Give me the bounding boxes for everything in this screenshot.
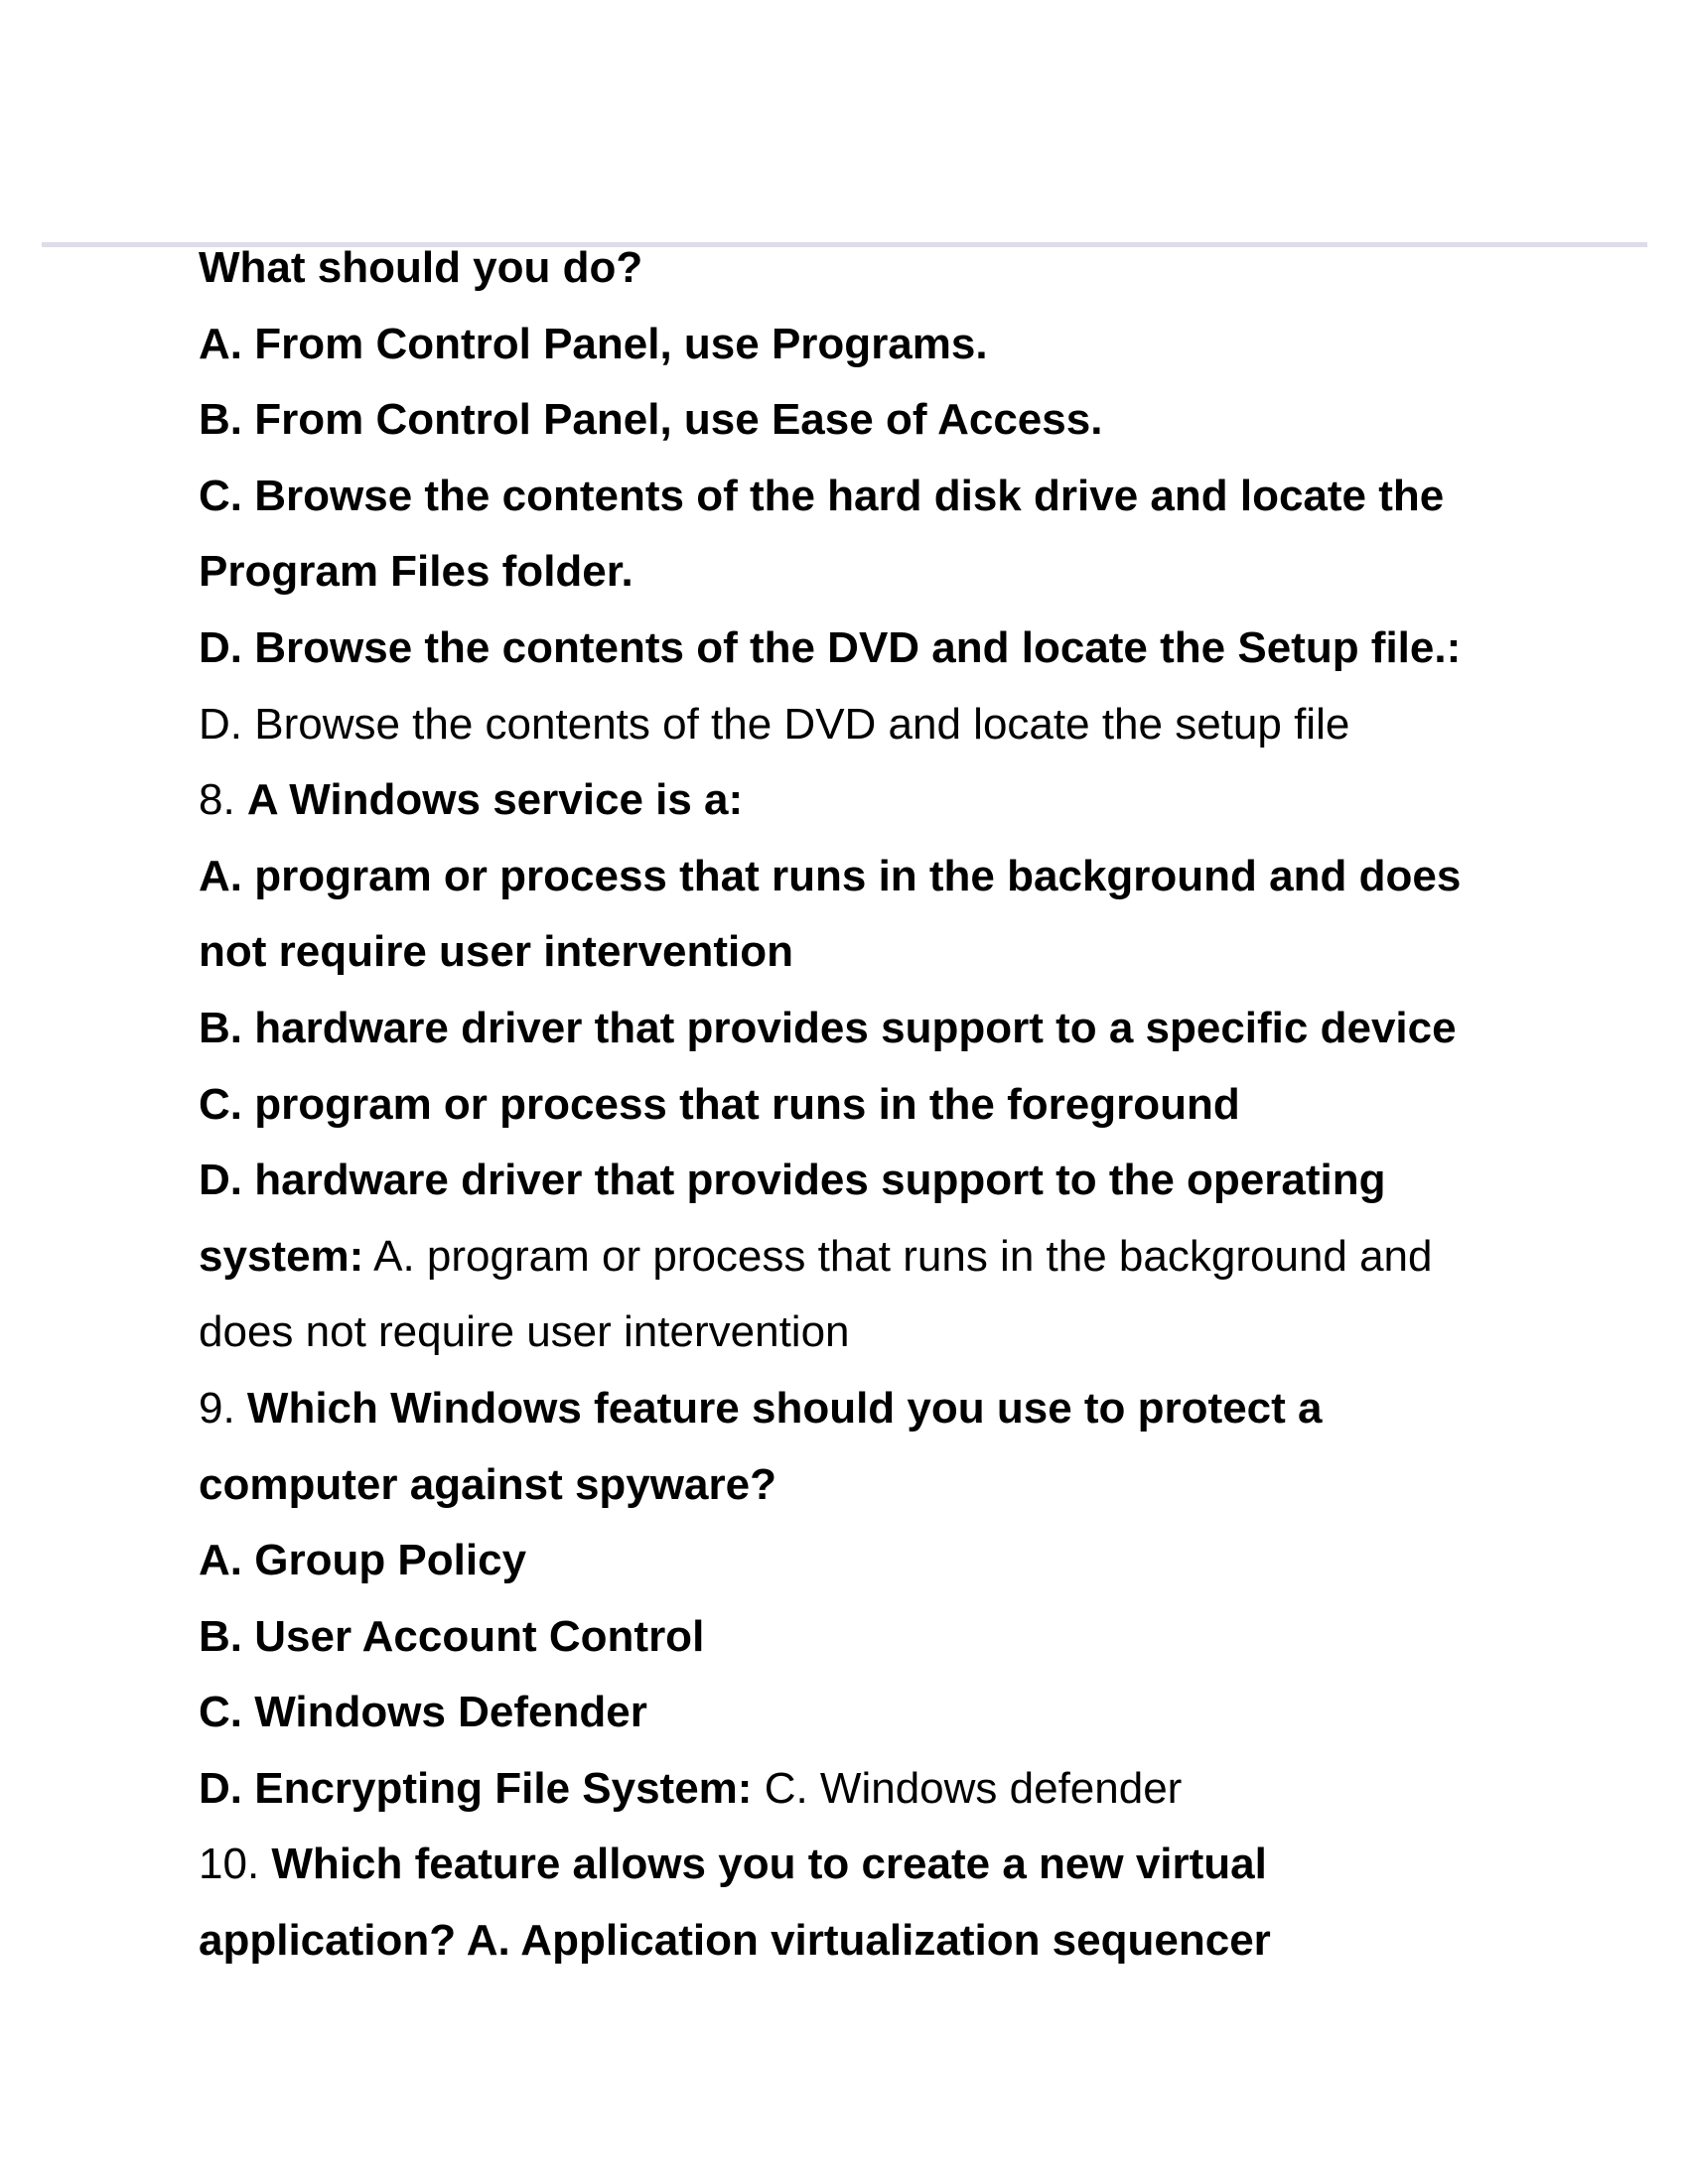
bold-text: Which feature allows you to create a new virtual [271, 1840, 1267, 1889]
text-line [199, 1143, 1529, 1219]
text-line [199, 307, 1529, 383]
text-line [199, 839, 1529, 915]
text-line [199, 762, 1529, 839]
text-line [199, 230, 1529, 307]
text-line [199, 534, 1529, 611]
text-line [199, 914, 1529, 991]
text-line [199, 1599, 1529, 1676]
text-line [199, 1295, 1529, 1371]
plain-text: does not require user intervention [199, 1307, 850, 1357]
text-line [199, 1903, 1529, 1979]
bold-text: D. Browse the contents of the DVD and locate the Setup file.: [199, 622, 1462, 672]
text-line [199, 1827, 1529, 1903]
document-body [199, 230, 1529, 1979]
text-line [199, 1675, 1529, 1751]
plain-text: D. Browse the contents of the DVD and locate the setup file [199, 699, 1350, 749]
text-line [199, 1371, 1529, 1447]
text-line [199, 1219, 1529, 1296]
text-line [199, 1447, 1529, 1524]
bold-text: A. Group Policy [199, 1536, 527, 1585]
plain-text: 9. [199, 1383, 247, 1433]
plain-text: A. program or process that runs in the background and [363, 1231, 1433, 1281]
text-line [199, 1523, 1529, 1599]
bold-text: B. hardware driver that provides support to a specific device [199, 1003, 1457, 1052]
text-line [199, 1067, 1529, 1144]
bold-text: A Windows service is a: [246, 775, 744, 825]
bold-text: C. Windows Defender [199, 1688, 647, 1737]
bold-text: D. hardware driver that provides support to the operating [199, 1156, 1386, 1205]
text-line [199, 382, 1529, 459]
text-line [199, 687, 1529, 763]
bold-text: C. program or process that runs in the foreground [199, 1079, 1240, 1129]
bold-text: B. From Control Panel, use Ease of Access. [199, 395, 1103, 445]
text-line [199, 1751, 1529, 1828]
plain-text: 10. [199, 1840, 272, 1889]
bold-text: A. From Control Panel, use Programs. [199, 319, 988, 368]
bold-text: computer against spyware? [199, 1459, 776, 1509]
plain-text: 8. [199, 775, 247, 825]
bold-text: Which Windows feature should you use to protect a [246, 1383, 1323, 1433]
plain-text: C. Windows defender [752, 1763, 1183, 1813]
bold-text: not require user intervention [199, 927, 793, 977]
text-line [199, 459, 1529, 535]
bold-text: B. User Account Control [199, 1611, 705, 1661]
bold-text: system: [199, 1231, 364, 1281]
bold-text: Program Files folder. [199, 547, 633, 597]
bold-text: What should you do? [199, 243, 643, 292]
bold-text: A. program or process that runs in the background and does [199, 851, 1462, 900]
bold-text: C. Browse the contents of the hard disk drive and locate the [199, 471, 1445, 520]
bold-text: D. Encrypting File System: [199, 1763, 753, 1813]
text-line [199, 991, 1529, 1067]
bold-text: application? A. Application virtualization sequencer [199, 1916, 1271, 1966]
text-line [199, 611, 1529, 687]
